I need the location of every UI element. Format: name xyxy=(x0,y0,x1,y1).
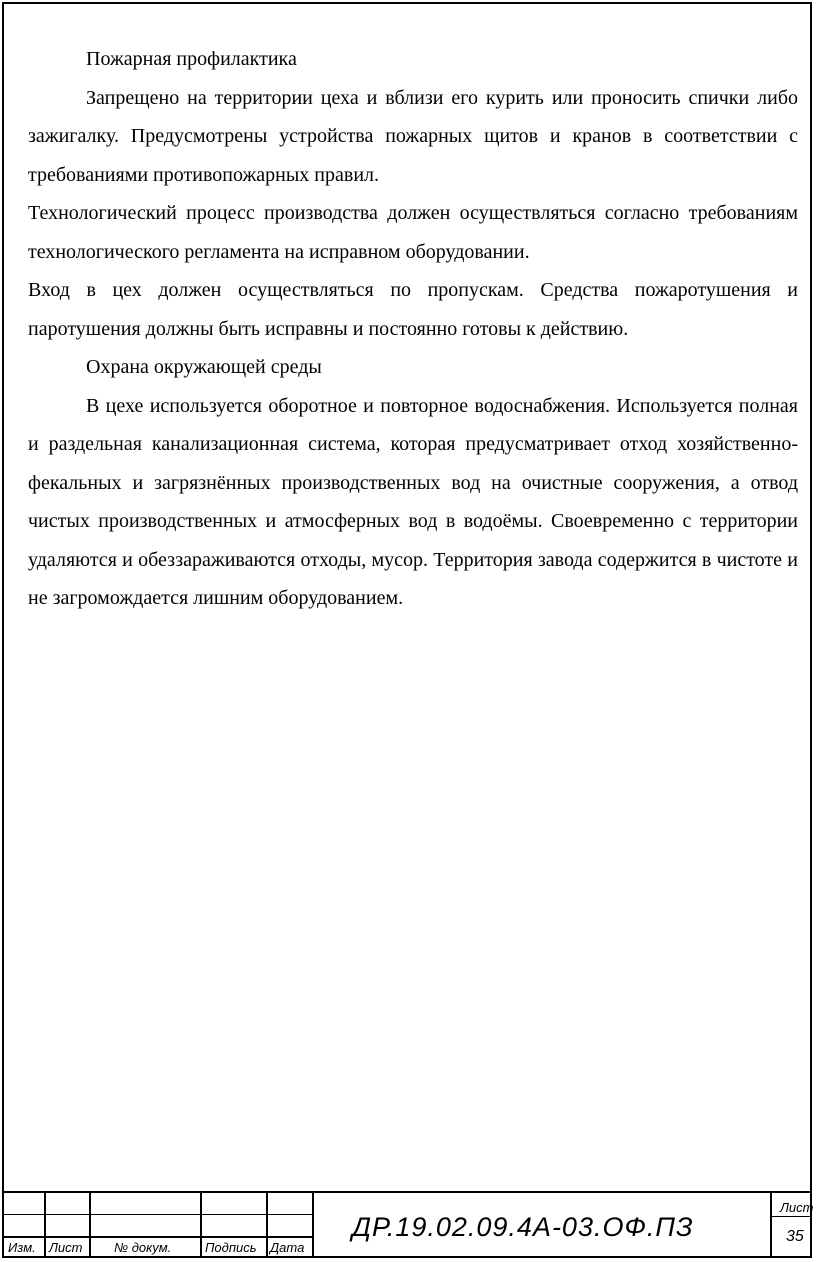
label-list: Лист xyxy=(49,1240,83,1255)
label-data: Дата xyxy=(270,1240,305,1255)
paragraph-smoking-ban: Запрещено на территории цеха и вблизи его курить или проносить спички либо зажигалку. Предусмотрены устройства пожарных щитов и кранов в соответствии с требованиями противопожарных правил. xyxy=(28,86,798,186)
grid-vline-5 xyxy=(312,1191,314,1258)
grid-vline-6 xyxy=(770,1191,772,1258)
grid-vline-2 xyxy=(89,1191,91,1258)
document-body xyxy=(28,40,798,618)
paragraph-entry-passes: Вход в цех должен осуществляться по пропускам. Средства пожаротушения и паротушения должны быть исправны и постоянно готовы к действию. xyxy=(28,279,798,340)
heading-environment-protection: Охрана окружающей среды xyxy=(86,356,322,378)
paragraph-technological-process: Технологический процесс производства должен осуществляться согласно требованиям технологического регламента на исправном оборудовании. xyxy=(28,202,798,263)
grid-vline-1 xyxy=(44,1191,46,1258)
label-podpis: Подпись xyxy=(205,1240,257,1255)
paragraph-water-supply: В цехе используется оборотное и повторное водоснабжения. Используется полная и раздельная канализационная система, которая предусматривает отход хозяйственно-фекальных и загрязнённых производственных вод на очистные сооружения, а отвод чистых производственных и атмосферных вод в водоёмы. Своевременно с территории удаляются и обеззараживаются отходы, мусор. Территория завода содержится в чистоте и не загромождается лишним оборудованием. xyxy=(28,394,798,609)
grid-vline-3 xyxy=(200,1191,202,1258)
sheet-label: Лист xyxy=(780,1200,814,1215)
label-izm: Изм. xyxy=(8,1240,36,1255)
label-dokum: № докум. xyxy=(114,1240,172,1255)
heading-fire-prevention: Пожарная профилактика xyxy=(86,48,297,70)
document-code: ДР.19.02.09.4А-03.ОФ.ПЗ xyxy=(352,1212,694,1242)
sheet-divider xyxy=(770,1216,812,1217)
sheet-number: 35 xyxy=(786,1228,804,1245)
grid-vline-4 xyxy=(266,1191,268,1258)
